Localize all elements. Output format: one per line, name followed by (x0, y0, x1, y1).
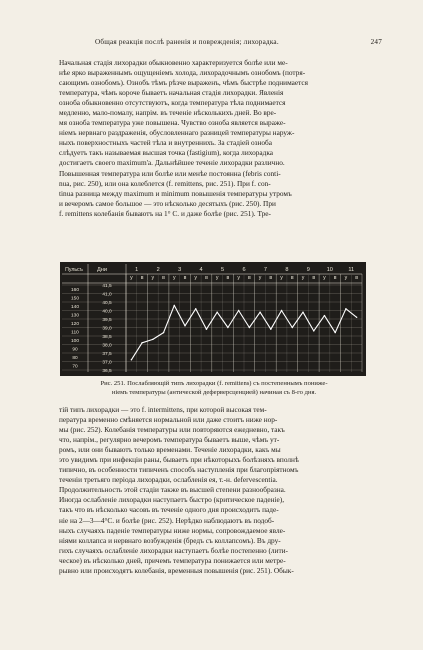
evening-label: в (333, 275, 337, 281)
pulse-tick-label: 70 (72, 364, 78, 370)
text-line: ныхъ поверхностныхъ частей тѣла и внутреннихъ. За стадіей озноба (59, 138, 272, 148)
text-line: nua, рис. 250), или она колеблется (f. remittens, рис. 251). При f. con- (59, 178, 271, 188)
day-number-label: 11 (348, 267, 355, 273)
pulse-tick-label: 110 (71, 330, 79, 336)
text-line: слѣдуетъ такъ называемая высшая точка (fastigium), когда лихорадка (59, 148, 274, 158)
evening-label: в (162, 275, 165, 281)
morning-label: у (280, 275, 283, 281)
text-line: что, напрім., регулярно вечеромъ температура бываетъ выше, чѣмъ ут- (59, 435, 280, 445)
day-number-label: 5 (220, 267, 225, 273)
text-line: такъ что въ нѣсколько часовъ въ теченіе одного дня происходитъ паде- (59, 505, 279, 515)
evening-label: в (247, 275, 251, 281)
text-line: ніями коллапса и нервнаго возбужденія (бредъ съ коллапсомъ). Въ дру- (59, 535, 281, 545)
text-line: Продолжительность этой стадіи также въ высшей степени разнообразна. (59, 485, 286, 495)
evening-label: в (269, 275, 273, 281)
temperature-point (141, 342, 142, 343)
temperature-tick-label: 40,5 (102, 300, 112, 306)
temperature-tick-label: 41,5 (102, 283, 112, 289)
running-title: Общая реакція послѣ раненія и поврежденія; лихорадка. (95, 38, 279, 46)
evening-label: в (290, 275, 294, 281)
temperature-point (184, 325, 185, 326)
text-line: температура, чѣмъ короче бываетъ начальная стадія лихорадки. Явленія (59, 88, 284, 98)
temperature-point (259, 312, 260, 313)
text-line: Начальная стадія лихорадки обыкновенно характеризуется болѣе или ме- (59, 58, 288, 67)
paragraph-top (59, 58, 366, 219)
temperature-point (334, 332, 335, 333)
text-line: ныхъ случаяхъ паденіе температуры ниже нормы, сопровождаемое явле- (59, 525, 286, 535)
temperature-point (345, 308, 346, 309)
temperature-chart (60, 262, 366, 376)
day-number-label: 4 (199, 267, 203, 273)
day-number-label: 1 (135, 267, 139, 273)
morning-label: у (151, 275, 155, 281)
text-line: мы (рис. 252). Колебанія температуры или повторяются ежедневно, такъ (59, 425, 285, 435)
morning-label: у (194, 275, 198, 281)
text-line: ческое) въ нѣсколько дней, причемъ температура понижается или метре- (59, 555, 286, 565)
pulse-header-label: Пульсъ (65, 267, 83, 273)
temperature-tick-label: 39,0 (102, 326, 112, 332)
morning-label: у (237, 275, 240, 281)
text-line: тій типъ лихорадки — это f. intermittens, при которой высокая тем- (59, 405, 267, 414)
morning-label: у (344, 275, 348, 281)
text-line: теченіи третьяго періода лихорадки, ослабленія ея, т.-н. defervescentia. (59, 475, 278, 485)
temperature-point (152, 339, 153, 340)
temperature-point (270, 329, 271, 330)
temperature-point (302, 312, 303, 313)
evening-label: в (140, 275, 144, 281)
day-number-label: 3 (178, 267, 182, 273)
morning-label: у (323, 275, 326, 281)
text-line: Повышенная температура или болѣе или менѣе постоянна (febris conti- (59, 168, 281, 178)
temperature-point (206, 329, 207, 330)
text-line: рывно или происходятъ колебанія, временныя повышенія (рис. 251). Обык- (59, 565, 294, 575)
pulse-tick-label: 140 (70, 305, 80, 311)
temperature-point (238, 310, 239, 311)
caption-line: ніемъ температуры (антической деферверсценцией) начиная съ 8-го дня. (111, 388, 317, 396)
text-line: Иногда ослабленіе лихорадки наступаетъ быстро (критическое паденіе), (59, 495, 285, 505)
text-line: ніе на 2—3—4°С. и болѣе (рис. 252). Нерѣдко наблюдаютъ въ подоб- (59, 515, 275, 525)
pulse-tick-label: 80 (72, 356, 78, 362)
temperature-point (281, 310, 282, 311)
temperature-tick-label: 39,5 (102, 317, 112, 323)
pulse-tick-label: 120 (70, 322, 80, 328)
temperature-tick-label: 37,5 (102, 351, 112, 357)
text-line: сающимъ ознобомъ). Ознобъ тѣмъ рѣзче выраженъ, чѣмъ быстрѣе поднимается (59, 78, 308, 88)
day-number-label: 9 (306, 267, 310, 273)
paragraph-bottom (59, 405, 366, 576)
temperature-point (195, 308, 196, 309)
morning-label: у (258, 275, 262, 281)
temperature-point (163, 332, 164, 333)
temperature-tick-label: 38,5 (102, 334, 112, 340)
day-number-label: 10 (326, 267, 333, 273)
caption-line: Рис. 251. Послабляющій типъ лихорадки (f. remittens) съ постепеннымъ пониже- (100, 380, 328, 387)
pulse-tick-label: 100 (70, 339, 80, 345)
temperature-tick-label: 37,0 (102, 360, 112, 366)
pulse-tick-label: 90 (72, 347, 78, 353)
text-line: мя озноба температура уже повышена. Чувство озноба является выраже- (59, 118, 286, 128)
evening-label: в (355, 275, 359, 281)
text-line: гихъ случаяхъ ослабленіе лихорадки наступаетъ болѣе постепенно (лити- (59, 545, 288, 555)
text-line: достигаетъ своего maximum'а. Дальнѣйшее теченіе лихорадки различно. (59, 158, 285, 168)
temperature-tick-label: 36,5 (102, 368, 112, 374)
text-line: пература временно смѣняется нормальной или даже стоитъ ниже нор- (59, 415, 278, 425)
text-line: медленно, мало-помалу, напрім. въ теченіе нѣсколькихъ дней. Во вре- (59, 108, 277, 118)
text-line: f. remittens колебанія бываютъ на 1° С. и даже болѣе (рис. 251). Тре- (59, 208, 271, 218)
temperature-tick-label: 40,0 (102, 309, 112, 315)
days-header-label: Дни (96, 267, 108, 273)
temperature-point (313, 330, 314, 331)
pulse-tick-label: 150 (70, 296, 80, 302)
evening-label: в (226, 275, 230, 281)
text-line: озноба обыкновенно отсутствуютъ, когда температура тѣла поднимается (59, 98, 286, 108)
page-number: 247 (370, 38, 382, 46)
text-line: это увидимъ при инфекціи раны, бываетъ при нѣкоторыхъ болѣзняхъ вполнѣ (59, 455, 299, 465)
temperature-point (174, 305, 175, 306)
temperature-tick-label: 38,0 (102, 343, 112, 349)
temperature-point (324, 315, 325, 316)
temperature-chart-figure (60, 262, 366, 376)
evening-label: в (312, 275, 316, 281)
text-line: ніемъ нервнаго раздраженія, обусловленнаго разницей температуры наруж- (59, 128, 295, 138)
day-number-label: 2 (156, 267, 160, 273)
temperature-point (227, 327, 228, 328)
temperature-tick-label: 41,0 (102, 292, 112, 298)
text-line: нѣе ярко выраженнымъ ощущеніемъ холода, лихорадочнымъ ознобомъ (потря- (59, 68, 306, 78)
temperature-point (356, 317, 357, 318)
temperature-point (249, 327, 250, 328)
temperature-point (292, 327, 293, 328)
pulse-tick-label: 130 (70, 313, 80, 319)
morning-label: у (215, 275, 219, 281)
morning-label: у (130, 275, 133, 281)
text-line: и вечеромъ самое большое — это нѣсколько десятыхъ (рис. 250). При (59, 198, 276, 208)
pulse-tick-label: 160 (70, 288, 80, 294)
day-number-label: 7 (263, 267, 268, 273)
temperature-point (216, 312, 217, 313)
figure-caption (66, 380, 362, 397)
text-line: ромъ, или они бываютъ только временами. Теченіе лихорадки, какъ мы (59, 445, 281, 455)
evening-label: в (183, 275, 187, 281)
text-line: типично, въ особенности типиченъ способъ наступленія при благопріятномъ (59, 465, 299, 475)
day-number-label: 6 (242, 267, 246, 273)
morning-label: у (172, 275, 176, 281)
evening-label: в (205, 275, 208, 281)
day-number-label: 8 (285, 267, 289, 273)
morning-label: у (301, 275, 305, 281)
temperature-point (131, 359, 132, 360)
text-line: tinua разница между maximum и minimum повышенія температуры утромъ (59, 188, 292, 198)
